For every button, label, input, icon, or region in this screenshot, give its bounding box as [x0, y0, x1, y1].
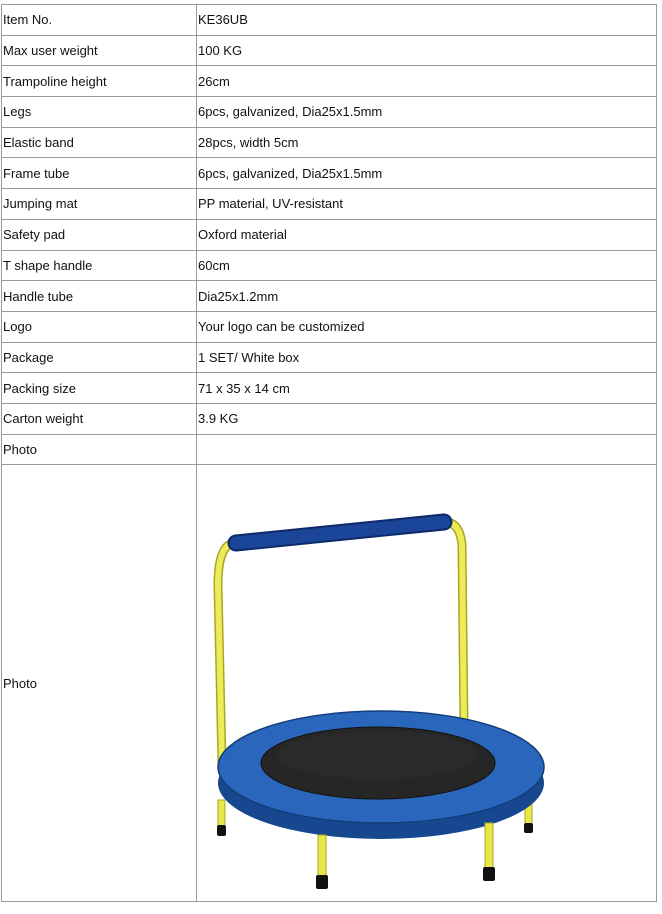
- leg-foot: [316, 875, 328, 889]
- spec-value: 6pcs, galvanized, Dia25x1.5mm: [197, 97, 657, 128]
- spec-value: [197, 434, 657, 465]
- spec-label: Max user weight: [2, 35, 197, 66]
- spec-row-jumping-mat: [2, 189, 657, 220]
- spec-row-max-user-weight: [2, 35, 657, 66]
- spec-label: Carton weight: [2, 403, 197, 434]
- leg-foot: [217, 825, 226, 836]
- leg-foot: [524, 823, 533, 833]
- leg-foot: [483, 867, 495, 881]
- spec-value: 6pcs, galvanized, Dia25x1.5mm: [197, 158, 657, 189]
- spec-label: Packing size: [2, 373, 197, 404]
- spec-label: Jumping mat: [2, 189, 197, 220]
- spec-row-trampoline-height: [2, 66, 657, 97]
- trampoline-illustration: [198, 465, 657, 901]
- spec-row-package: [2, 342, 657, 373]
- spec-value: Oxford material: [197, 219, 657, 250]
- spec-label: Handle tube: [2, 281, 197, 312]
- spec-label: Logo: [2, 311, 197, 342]
- spec-value: 3.9 KG: [197, 403, 657, 434]
- spec-label: Package: [2, 342, 197, 373]
- leg-front-right: [485, 823, 493, 873]
- spec-label: Photo: [2, 434, 197, 465]
- spec-row-item-no: [2, 5, 657, 36]
- spec-row-safety-pad: [2, 219, 657, 250]
- spec-value: 71 x 35 x 14 cm: [197, 373, 657, 404]
- handle-upright-left: [218, 543, 234, 765]
- spec-label: Item No.: [2, 5, 197, 36]
- spec-label: T shape handle: [2, 250, 197, 281]
- spec-value: Dia25x1.2mm: [197, 281, 657, 312]
- spec-row-photo-header: [2, 434, 657, 465]
- spec-value: Your logo can be customized: [197, 311, 657, 342]
- spec-row-logo: [2, 311, 657, 342]
- spec-row-elastic-band: [2, 127, 657, 158]
- spec-row-photo: [2, 465, 657, 902]
- spec-value: 28pcs, width 5cm: [197, 127, 657, 158]
- spec-label: Photo: [2, 465, 197, 902]
- spec-value: 100 KG: [197, 35, 657, 66]
- spec-row-legs: [2, 97, 657, 128]
- spec-row-carton-weight: [2, 403, 657, 434]
- spec-row-t-shape-handle: [2, 250, 657, 281]
- spec-label: Frame tube: [2, 158, 197, 189]
- spec-row-packing-size: [2, 373, 657, 404]
- spec-value: 60cm: [197, 250, 657, 281]
- spec-row-frame-tube: [2, 158, 657, 189]
- spec-value: PP material, UV-resistant: [197, 189, 657, 220]
- spec-label: Legs: [2, 97, 197, 128]
- spec-value: 26cm: [197, 66, 657, 97]
- spec-label: Trampoline height: [2, 66, 197, 97]
- trampoline-photo: [198, 465, 656, 901]
- handle-upright-right: [446, 522, 464, 727]
- spec-label: Elastic band: [2, 127, 197, 158]
- spec-row-handle-tube: [2, 281, 657, 312]
- spec-value: KE36UB: [197, 5, 657, 36]
- spec-value: 1 SET/ White box: [197, 342, 657, 373]
- spec-table: [1, 4, 657, 902]
- product-photo-cell: [197, 465, 657, 902]
- spec-label: Safety pad: [2, 219, 197, 250]
